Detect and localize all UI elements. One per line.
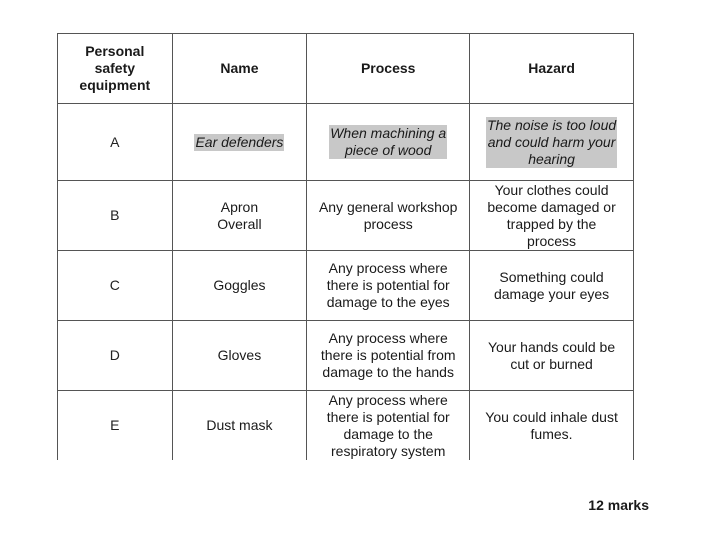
row-process: Any process where there is potential for damage to the respiratory system <box>307 391 470 461</box>
row-name: Goggles <box>172 251 307 321</box>
table-row <box>58 321 634 391</box>
row-hazard: Your hands could be cut or burned <box>470 321 634 391</box>
header-process: Process <box>307 34 470 104</box>
row-letter: D <box>58 321 173 391</box>
marks-label: 12 marks <box>588 497 649 513</box>
row-process: When machining a piece of wood <box>307 104 470 181</box>
row-process: Any process where there is potential from damage to the hands <box>307 321 470 391</box>
table-row <box>58 181 634 251</box>
row-name: Apron Overall <box>172 181 307 251</box>
row-letter: A <box>58 104 173 181</box>
header-name: Name <box>172 34 307 104</box>
ppe-table <box>57 33 634 460</box>
row-hazard: Something could damage your eyes <box>470 251 634 321</box>
row-process: Any process where there is potential for damage to the eyes <box>307 251 470 321</box>
row-name: Gloves <box>172 321 307 391</box>
row-letter: C <box>58 251 173 321</box>
header-hazard: Hazard <box>470 34 634 104</box>
row-hazard: The noise is too loud and could harm your hearing <box>470 104 634 181</box>
row-name: Ear defenders <box>172 104 307 181</box>
row-name: Dust mask <box>172 391 307 461</box>
row-letter: E <box>58 391 173 461</box>
table-row <box>58 104 634 181</box>
row-letter: B <box>58 181 173 251</box>
header-equipment: Personal safety equipment <box>58 34 173 104</box>
table-row <box>58 251 634 321</box>
table-row <box>58 391 634 461</box>
row-process: Any general workshop process <box>307 181 470 251</box>
table-header-row <box>58 34 634 104</box>
row-hazard: You could inhale dust fumes. <box>470 391 634 461</box>
row-hazard: Your clothes could become damaged or trapped by the process <box>470 181 634 251</box>
